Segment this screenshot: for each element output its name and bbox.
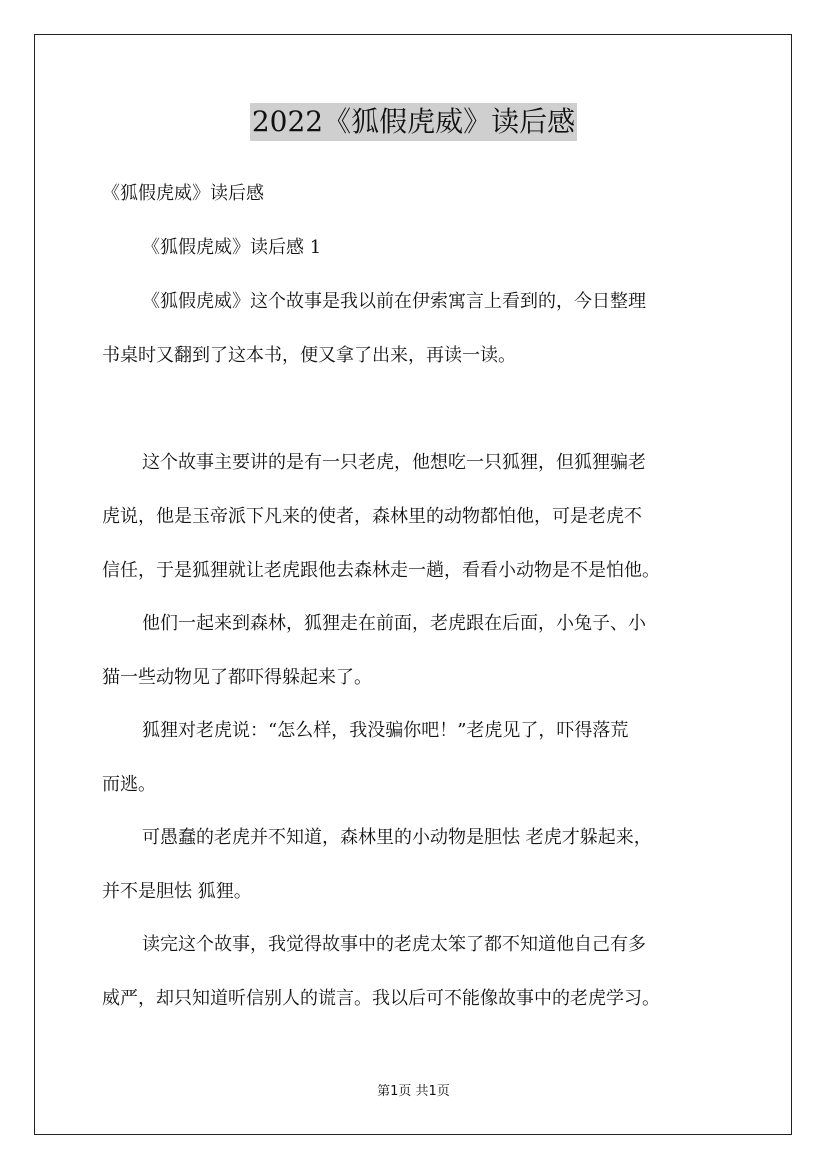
- paragraph-line: 《狐假虎威》这个故事是我以前在伊索寓言上看到的，今日整理: [142, 291, 646, 312]
- document-subtitle: 《狐假虎威》读后感: [102, 183, 264, 204]
- paragraph-line: 狐狸对老虎说：“怎么样，我没骗你吧！”老虎见了，吓得落荒: [142, 720, 629, 741]
- paragraph-line: 可愚蠢的老虎并不知道，森林里的小动物是胆怯 老虎才躲起来，: [142, 827, 652, 848]
- paragraph-line: 这个故事主要讲的是有一只老虎，他想吃一只狐狸，但狐狸骗老: [142, 452, 646, 473]
- paragraph-3: [102, 606, 742, 696]
- title-container: [0, 103, 827, 141]
- page-footer: 第1页 共1页: [377, 1084, 450, 1099]
- paragraph-5: [102, 820, 742, 910]
- paragraph-line: 他们一起来到森林，狐狸走在前面，老虎跟在后面，小兔子、小: [142, 613, 646, 634]
- section-title: 《狐假虎威》读后感 1: [142, 237, 322, 258]
- paragraph-line: 信任，于是狐狸就让老虎跟他去森林走一趟，看看小动物是不是怕他。: [102, 560, 660, 581]
- paragraph-line: 虎说，他是玉帝派下凡来的使者，森林里的动物都怕他，可是老虎不: [102, 506, 642, 527]
- paragraph-line: 读完这个故事，我觉得故事中的老虎太笨了都不知道他自己有多: [142, 934, 646, 955]
- document-body: [102, 176, 742, 1034]
- paragraph-line: 猫一些动物见了都吓得躲起来了。: [102, 667, 372, 688]
- paragraph-line: 而逃。: [102, 774, 156, 795]
- paragraph-6: [102, 927, 742, 1017]
- document-title: 2022《狐假虎威》读后感: [250, 103, 577, 141]
- paragraph-2: [102, 445, 742, 589]
- paragraph-line: 书桌时又翻到了这本书，便又拿了出来，再读一读。: [102, 345, 516, 366]
- paragraph-line: 并不是胆怯 狐狸。: [102, 881, 252, 902]
- paragraph-1: [102, 284, 742, 374]
- paragraph-4: [102, 713, 742, 803]
- paragraph-line: 威严，却只知道听信别人的谎言。我以后可不能像故事中的老虎学习。: [102, 988, 660, 1009]
